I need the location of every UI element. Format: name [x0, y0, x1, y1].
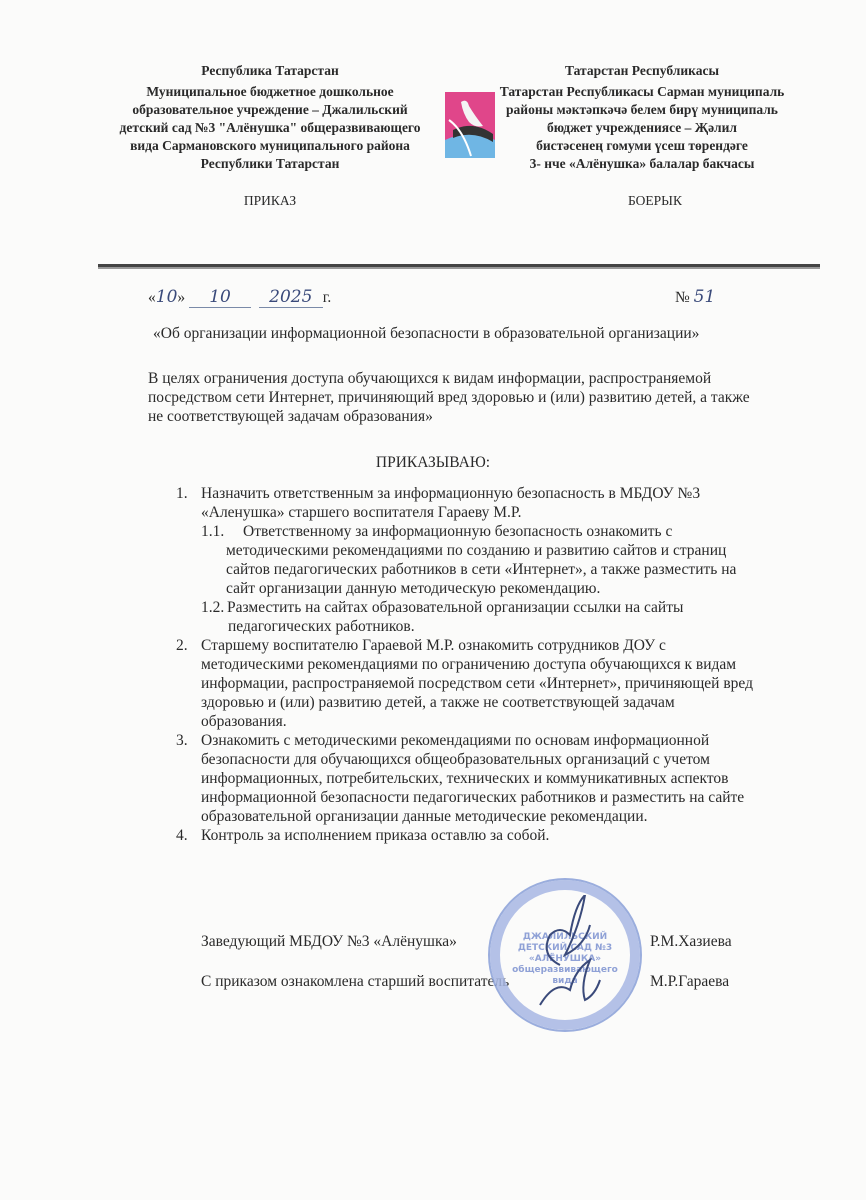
- item-text: информационной безопасности педагогических работников и разместить на сайте: [201, 789, 745, 806]
- intro-paragraph: В целях ограничения доступа обучающихся к видам информации, распространяемой посредством сети Интернет, причиняющий вред здоровью и (или) развитию детей, а также не соответствующей задачам образования»: [148, 370, 750, 425]
- header-line: Татарстан Республикасы: [564, 63, 719, 78]
- date-month: 10: [189, 288, 251, 308]
- header-line: Республика Татарстан: [201, 63, 339, 78]
- official-stamp: ДЖАЛИЛЬСКИЙ ДЕТСКИЙ САД №3 «АЛЁНУШКА» общеразвивающего вида: [488, 878, 642, 1032]
- item-text: педагогических работников.: [228, 618, 415, 635]
- order-title: «Об организации информационной безопасности в образовательной организации»: [153, 325, 700, 342]
- header-line: вида Сармановского муниципального района: [130, 138, 410, 153]
- date-day: 10: [155, 287, 178, 307]
- item-text: Ответственному за информационную безопасность ознакомить с: [243, 523, 673, 540]
- item-text: методическими рекомендациями по ограничению доступа обучающихся к видам: [201, 656, 737, 673]
- signature-role: С приказом ознакомлена старший воспитатель: [201, 973, 510, 990]
- item-number: 1.2.: [201, 599, 225, 616]
- header-line: Муниципальное бюджетное дошкольное: [146, 84, 394, 99]
- signature-role: Заведующий МБДОУ №3 «Алёнушка»: [201, 933, 457, 950]
- item-text: информации, распространяемой посредством сети «Интернет», причиняющей вред: [201, 675, 753, 692]
- header-line: Татарстан Республикасы Сарман муниципаль: [499, 84, 785, 99]
- signature-name: Р.М.Хазиева: [650, 933, 732, 950]
- handwritten-signature: [520, 895, 610, 1015]
- item-text: Разместить на сайтах образовательной организации ссылки на сайты: [227, 599, 684, 616]
- header-line: Республики Татарстан: [200, 156, 340, 171]
- item-text: сайтов педагогических работников в сети «Интернет», а также разместить на: [226, 561, 737, 578]
- header-line: 3- нче «Алёнушка» балалар бакчасы: [529, 156, 755, 171]
- item-text: «Аленушка» старшего воспитателя Гараеву М.Р.: [201, 504, 522, 521]
- header-left: [100, 62, 440, 173]
- date-year: 2025: [259, 288, 323, 308]
- header-divider: [98, 264, 820, 269]
- order-date: «10» 10 2025 г.: [148, 287, 332, 307]
- item-text: образовательной организации данные методические рекомендации.: [201, 808, 648, 825]
- item-number: 1.: [176, 485, 188, 502]
- item-text: информационных, потребительских, технических и коммуникативных аспектов: [201, 770, 729, 787]
- item-text: Контроль за исполнением приказа оставлю за собой.: [201, 827, 550, 844]
- item-number: 2.: [176, 637, 188, 654]
- item-number: 4.: [176, 827, 188, 844]
- item-number: 3.: [176, 732, 188, 749]
- item-text: Назначить ответственным за информационную безопасность в МБДОУ №3: [201, 485, 701, 502]
- header-line: бистәсенең гомуми үсеш төрендәге: [536, 138, 748, 153]
- item-text: Ознакомить с методическими рекомендациями по основам информационной: [201, 732, 710, 749]
- header-line: детский сад №3 "Алёнушка" общеразвивающего: [119, 120, 421, 135]
- item-text: сайт организации данную методическую рекомендацию.: [226, 580, 601, 597]
- doc-kind-tt: БОЕРЫК: [628, 193, 682, 208]
- emblem-logo: [443, 90, 499, 162]
- item-text: методическими рекомендациями по созданию и развитию сайтов и страниц: [226, 542, 727, 559]
- header-line: районы мәктәпкәчә белем бирү муниципаль: [506, 102, 778, 117]
- header-line: бюджет учреждениясе – Җәлил: [547, 120, 737, 135]
- header-right: [472, 62, 812, 173]
- order-number: № 51: [675, 287, 716, 307]
- item-text: здоровью и (или) развитию детей, а также не соответствующей задачам: [201, 694, 675, 711]
- item-number: 1.1.: [201, 523, 225, 540]
- item-text: безопасности для обучающихся общеобразовательных организаций с учетом: [201, 751, 710, 768]
- doc-kind-ru: ПРИКАЗ: [243, 193, 297, 208]
- header-line: образовательное учреждение – Джалильский: [132, 102, 408, 117]
- order-word: ПРИКАЗЫВАЮ:: [375, 454, 491, 471]
- signature-name: М.Р.Гараева: [650, 973, 730, 990]
- item-text: Старшему воспитателю Гараевой М.Р. ознакомить сотрудников ДОУ с: [201, 637, 666, 654]
- item-text: образования.: [201, 713, 287, 730]
